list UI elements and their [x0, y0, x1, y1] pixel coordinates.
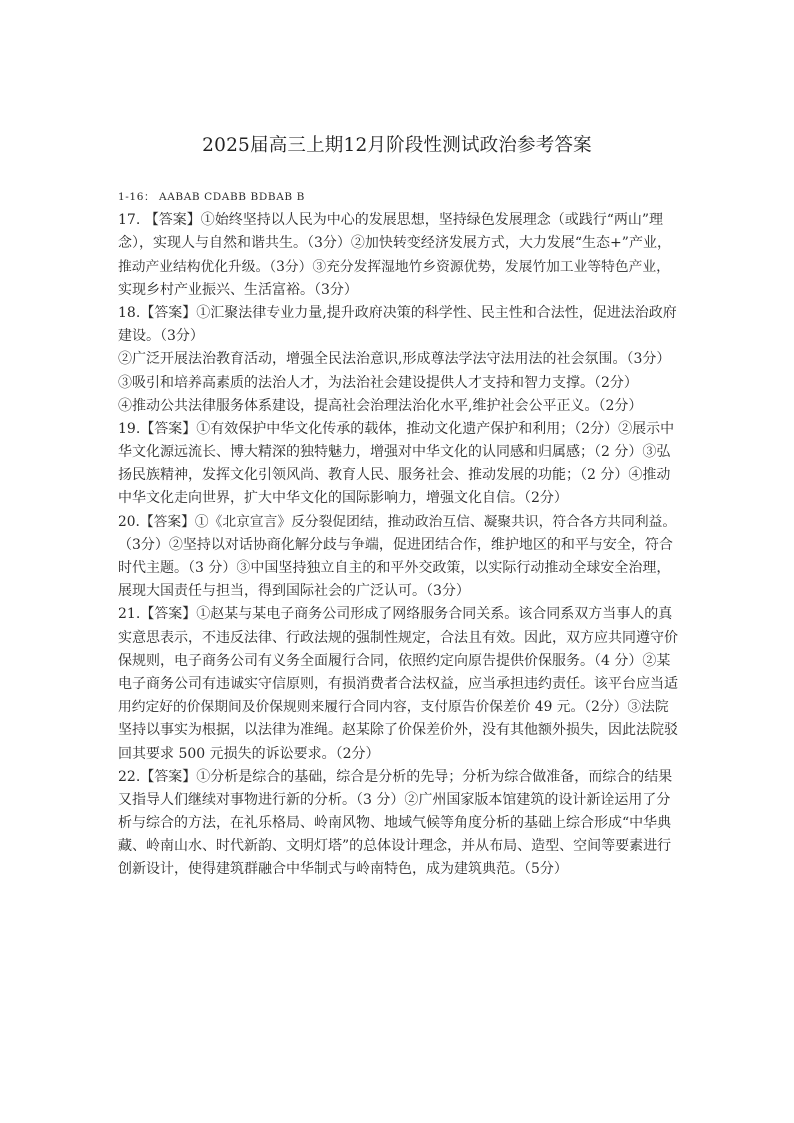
answer-content — [118, 186, 678, 882]
q21-answer-line: 电子商务公司有违诚实守信原则，有损消费者合法权益，应当承担违约责任。该平台应当适 — [118, 675, 678, 692]
q21-answer-line: 21.【答案】①赵某与某电子商务公司形成了网络服务合同关系。该合同系双方当事人的真 — [118, 606, 673, 623]
q21-answer-line: 保规则，电子商务公司有义务全面履行合同，依照约定向原告提供价保服务。（4 分）②某 — [118, 652, 671, 669]
q21-answer-line: 用约定好的价保期间及价保规则来履行合同内容，支付原告价保差价 49 元。（2分）③法院 — [118, 699, 669, 716]
q17-answer-line: 17. 【答案】①始终坚持以人民为中心的发展思想，坚持绿色发展理念（或践行“两山”理 — [118, 212, 664, 229]
q18-answer-line: ④推动公共法律服务体系建设，提高社会治理法治化水平,维护社会公平正义。（2分） — [118, 397, 643, 414]
q17-answer-line: 实现乡村产业振兴、生活富裕。（3分） — [118, 281, 358, 298]
q17-answer-line: 念），实现人与自然和谐共生。（3分）②加快转变经济发展方式，大力发展“生态+”产业， — [118, 235, 671, 252]
multiple-choice-answers: 1-16： AABAB CDABB BDBAB B — [118, 191, 305, 203]
q18-answer-line: 建设。（3分） — [118, 328, 204, 345]
q19-answer-line: 中华文化走向世界，扩大中华文化的国际影响力，增强文化自信。（2分） — [118, 490, 568, 507]
q22-answer-line: 创新设计，使得建筑群融合中华制式与岭南特色，成为建筑典范。（5分） — [118, 861, 568, 878]
q20-answer-line: （3分）②坚持以对话协商化解分歧与争端，促进团结合作，维护地区的和平与安全，符合 — [118, 536, 673, 553]
q18-answer-line: ③吸引和培养高素质的法治人才，为法治社会建设提供人才支持和智力支撑。（2分） — [118, 374, 638, 391]
page-title: 2025届高三上期12月阶段性测试政治参考答案 — [202, 135, 592, 156]
q20-answer-line: 时代主题。（3 分）③中国坚持独立自主的和平外交政策，以实际行动推动全球安全治理， — [118, 560, 671, 576]
q22-answer-line: 又指导人们继续对事物进行新的分析。（3 分）②广州国家版本馆建筑的设计新诠运用了分 — [118, 791, 671, 808]
q19-answer-line: 华文化源远流长、博大精深的独特魅力，增强对中华文化的认同感和归属感；（2 分）③弘 — [118, 444, 671, 461]
q21-answer-line: 回其要求 500 元损失的诉讼要求。（2分） — [118, 745, 380, 762]
q22-answer-line: 藏、岭南山水、时代新韵、文明灯塔”的总体设计理念，并从布局、造型、空间等要素进行 — [118, 838, 672, 855]
q19-answer-line: 扬民族精神，发挥文化引领风尚、教育人民、服务社会、推动发展的功能；（2 分）④推动 — [118, 467, 671, 484]
q22-answer-line: 22.【答案】①分析是综合的基础，综合是分析的先导；分析为综合做准备，而综合的结果 — [118, 768, 673, 785]
q19-answer-line: 19.【答案】①有效保护中华文化传承的载体，推动文化遗产保护和利用；（2分）②展示中 — [118, 420, 675, 437]
q21-answer-line: 实意思表示，不违反法律、行政法规的强制性规定，合法且有效。因此，双方应共同遵守价 — [118, 629, 678, 646]
q17-answer-line: 推动产业结构优化升级。（3分）③充分发挥湿地竹乡资源优势，发展竹加工业等特色产业， — [118, 258, 670, 275]
q20-answer-line: 20.【答案】①《北京宣言》反分裂促团结，推动政治互信、凝聚共识，符合各方共同利益。 — [118, 513, 677, 530]
q21-answer-line: 坚持以事实为根据，以法律为准绳。赵某除了价保差价外，没有其他额外损失，因此法院驳 — [118, 722, 678, 739]
q18-answer-line: 18.【答案】①汇聚法律专业力量,提升政府决策的科学性、民主性和合法性，促进法治政府 — [118, 304, 677, 321]
q20-answer-line: 展现大国责任与担当，得到国际社会的广泛认可。（3分） — [118, 583, 470, 600]
q22-answer-line: 析与综合的方法，在礼乐格局、岭南风物、地域气候等角度分析的基础上综合形成“中华典 — [118, 815, 672, 832]
q18-answer-line: ②广泛开展法治教育活动，增强全民法治意识,形成尊法学法守法用法的社会氛围。（3分） — [118, 351, 671, 368]
